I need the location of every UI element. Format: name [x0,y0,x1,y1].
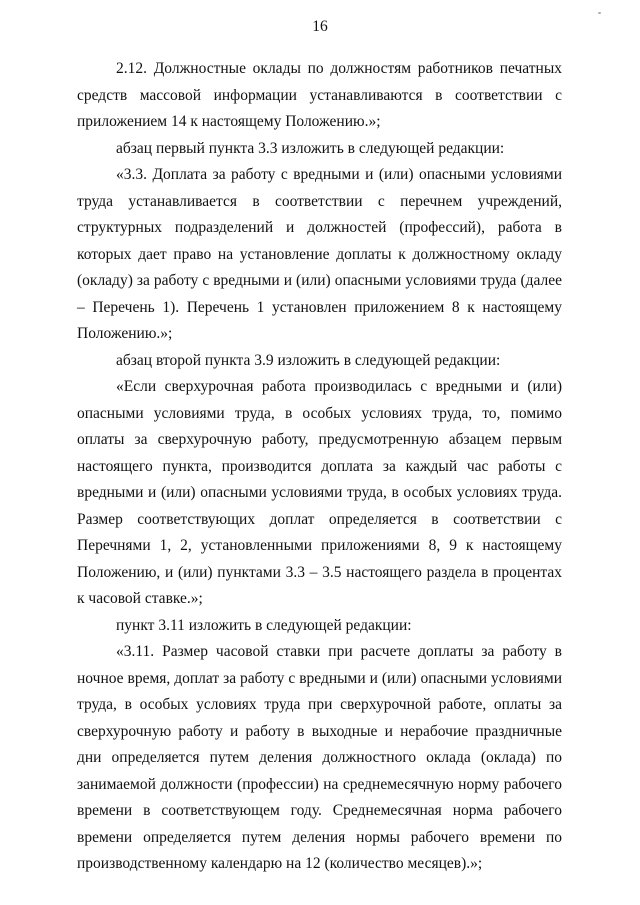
paragraph-3-3: «3.3. Доплата за работу с вредными и (или) опасными условиями труда устанавливается в соответствии с перечнем учреждений, структурных подразделений и должностей (профессий), работа в которых дает право на установление доплаты к должностному окладу (окладу) за работу с вредными и (или) опасными условиями труда (далее – Перечень 1). Перечень 1 установлен приложением 8 к настоящему Положению.»; [77,166,562,342]
scan-artifact-dot [598,12,601,14]
paragraph-3-11: «3.11. Размер часовой ставки при расчете доплаты за работу в ночное время, доплат за работу с вредными и (или) опасными условиями труда, в особых условиях труда при сверхурочной работе, оплаты за сверхурочную работу и работу в выходные и нерабочие праздничные дни определяется путем деления должностного оклада (оклада) по занимаемой должности (профессии) на среднемесячную норму рабочего времени в соответствующем году. Среднемесячная норма рабочего времени определяется путем деления нормы рабочего времени по производственному календарю на 12 (количество месяцев).»; [77,643,562,872]
paragraph-2-12: 2.12. Должностные оклады по должностям работников печатных средств массовой информации устанавливаются в соответствии с приложением 14 к настоящему Положению.»; [77,60,562,130]
page-number: 16 [312,18,328,35]
paragraph-instruction-3-9: абзац второй пункта 3.9 изложить в следующей редакции: [116,351,501,369]
paragraph-instruction-3-3: абзац первый пункта 3.3 изложить в следующей редакции: [116,139,505,157]
document-body [77,56,562,878]
paragraph-3-9: «Если сверхурочная работа производилась с вредными и (или) опасными условиями труда, в особых условиях труда, то, помимо оплаты за сверхурочную работу, предусмотренную абзацем первым настоящего пункта, производится доплата за каждый час работы с вредными и (или) опасными условиями труда, в особых условиях труда. Размер соответствующих доплат определяется в соответствии с Перечнями 1, 2, установленными приложениями 8, 9 к настоящему Положению, и (или) пунктами 3.3 – 3.5 настоящего раздела в процентах к часовой ставке.»; [77,378,562,607]
paragraph-instruction-3-11: пункт 3.11 изложить в следующей редакции: [116,616,412,634]
